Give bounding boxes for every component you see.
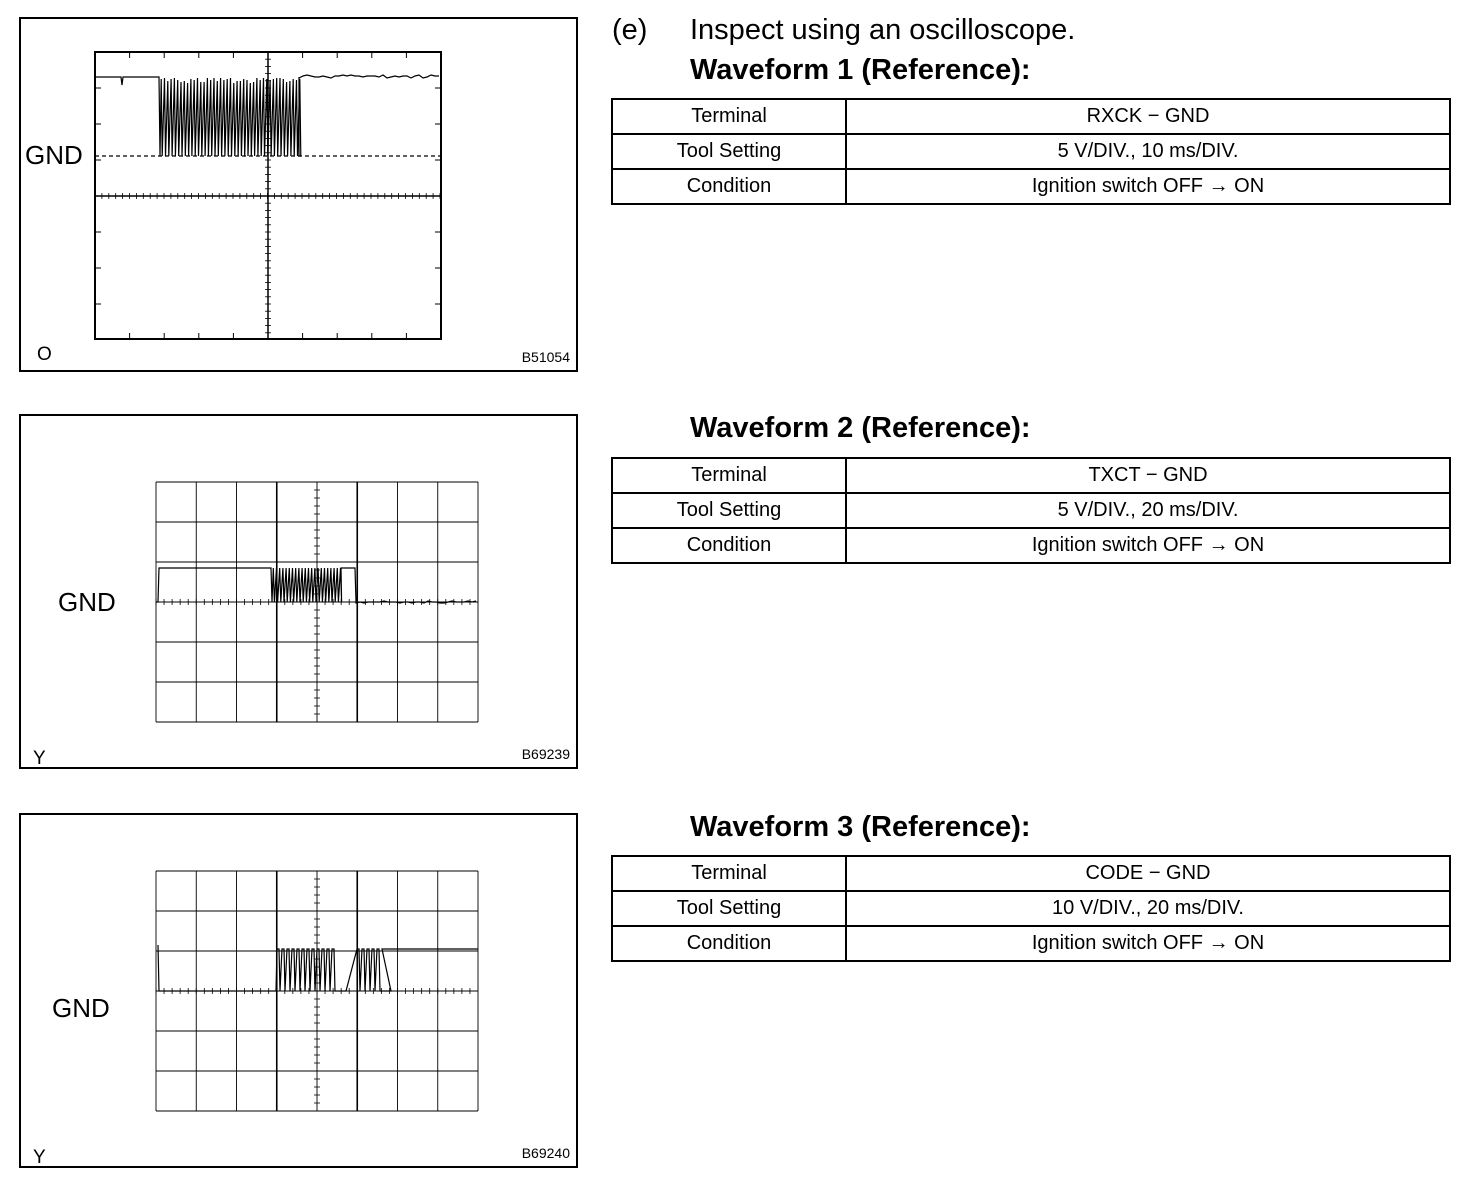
waveform-3-trace bbox=[158, 945, 478, 991]
gnd-label: GND bbox=[52, 993, 110, 1023]
row-value: TXCT − GND bbox=[846, 458, 1450, 493]
figure-code: B51054 bbox=[521, 349, 570, 365]
waveform-3-figure bbox=[19, 813, 578, 1168]
row-key: Condition bbox=[612, 169, 846, 204]
table-row bbox=[612, 926, 1450, 961]
gnd-label: GND bbox=[25, 140, 83, 170]
row-value: RXCK − GND bbox=[846, 99, 1450, 134]
row-value: 5 V/DIV., 10 ms/DIV. bbox=[846, 134, 1450, 169]
waveform-1-figure bbox=[19, 17, 578, 372]
step-letter: (e) bbox=[612, 14, 648, 46]
waveform-2-spec-table bbox=[611, 457, 1451, 564]
table-row bbox=[612, 528, 1450, 563]
row-key: Terminal bbox=[612, 458, 846, 493]
row-value: 10 V/DIV., 20 ms/DIV. bbox=[846, 891, 1450, 926]
row-key: Tool Setting bbox=[612, 134, 846, 169]
table-row bbox=[612, 169, 1450, 204]
step-instruction: Inspect using an oscilloscope. bbox=[690, 14, 1076, 46]
waveform-3-scope bbox=[21, 815, 576, 1166]
waveform-1-spec-table bbox=[611, 98, 1451, 205]
table-row bbox=[612, 891, 1450, 926]
waveform-1-title: Waveform 1 (Reference): bbox=[690, 54, 1031, 86]
row-key: Terminal bbox=[612, 99, 846, 134]
figure-code: B69240 bbox=[521, 1145, 570, 1161]
gnd-label: GND bbox=[58, 587, 116, 617]
row-value: Ignition switch OFF → ON bbox=[846, 528, 1450, 563]
row-key: Tool Setting bbox=[612, 493, 846, 528]
row-value: 5 V/DIV., 20 ms/DIV. bbox=[846, 493, 1450, 528]
table-row bbox=[612, 458, 1450, 493]
corner-mark: O bbox=[37, 344, 52, 365]
waveform-1-trace bbox=[95, 75, 439, 156]
table-row bbox=[612, 99, 1450, 134]
row-key: Terminal bbox=[612, 856, 846, 891]
waveform-3-title: Waveform 3 (Reference): bbox=[690, 811, 1031, 843]
figure-code: B69239 bbox=[521, 746, 570, 762]
table-row bbox=[612, 134, 1450, 169]
row-key: Condition bbox=[612, 926, 846, 961]
row-value: Ignition switch OFF → ON bbox=[846, 169, 1450, 204]
corner-mark: Y bbox=[33, 748, 46, 769]
waveform-1-scope bbox=[21, 19, 576, 370]
waveform-2-trace bbox=[156, 568, 476, 603]
corner-mark: Y bbox=[33, 1147, 46, 1168]
row-key: Condition bbox=[612, 528, 846, 563]
table-row bbox=[612, 493, 1450, 528]
row-value: Ignition switch OFF → ON bbox=[846, 926, 1450, 961]
waveform-2-title: Waveform 2 (Reference): bbox=[690, 412, 1031, 444]
row-value: CODE − GND bbox=[846, 856, 1450, 891]
row-key: Tool Setting bbox=[612, 891, 846, 926]
table-row bbox=[612, 856, 1450, 891]
waveform-3-spec-table bbox=[611, 855, 1451, 962]
waveform-2-figure bbox=[19, 414, 578, 769]
